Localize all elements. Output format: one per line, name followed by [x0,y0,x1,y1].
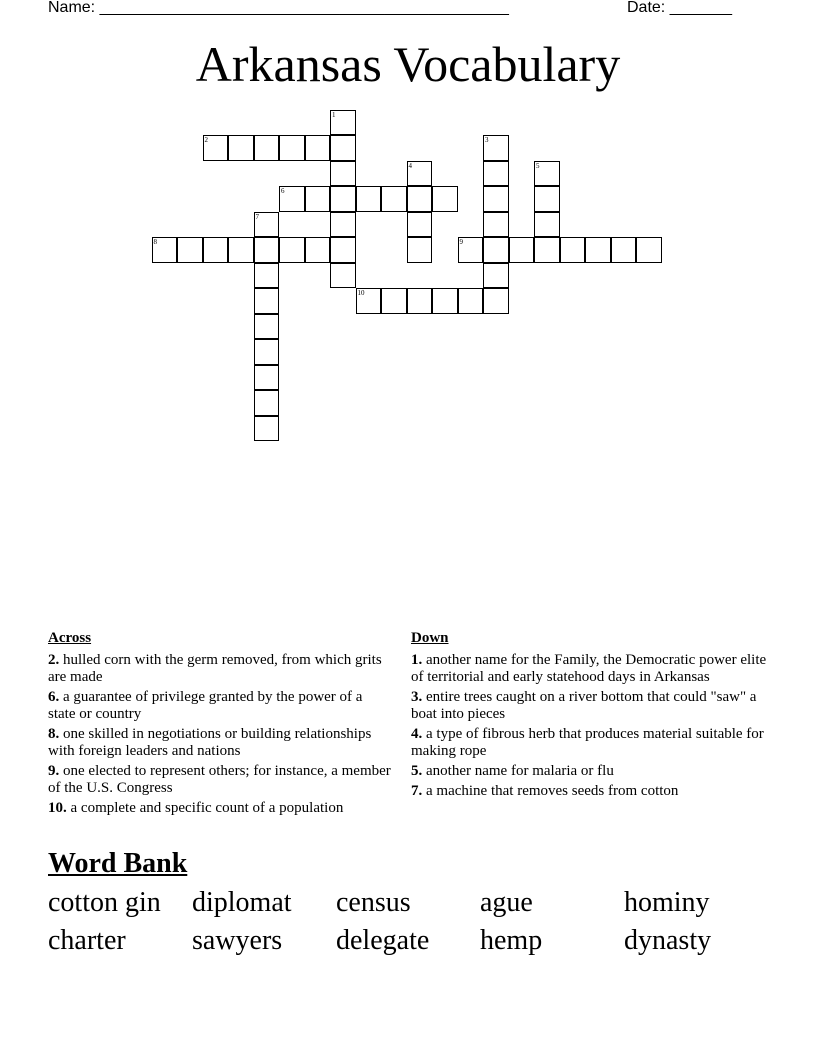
clue-number: 1 [332,110,336,119]
crossword-cell[interactable] [254,237,280,263]
crossword-cell[interactable] [534,237,560,263]
crossword-cell[interactable] [534,186,560,212]
crossword-cell[interactable] [203,135,229,161]
crossword-cell[interactable] [228,135,254,161]
crossword-cell[interactable] [432,288,458,314]
word-bank-item: diplomat [192,887,292,918]
clue-down-3: 3. entire trees caught on a river bottom that could "saw" a boat into pieces [411,689,757,722]
crossword-cell[interactable] [483,212,509,238]
word-bank-item: dynasty [624,925,712,956]
word-bank-item: delegate [336,925,430,956]
across-clues [48,630,393,820]
crossword-cell[interactable] [585,237,611,263]
across-heading: Across [48,630,92,646]
crossword-cell[interactable] [381,186,407,212]
crossword-cell[interactable] [483,237,509,263]
crossword-cell[interactable] [483,186,509,212]
clue-across-8: 8. one skilled in negotiations or building relationships with foreign leaders and nations [48,726,372,759]
crossword-cell[interactable] [483,263,509,289]
crossword-cell[interactable] [254,390,280,416]
crossword-cell[interactable] [152,237,178,263]
crossword-cell[interactable] [254,339,280,365]
clue-number: 2 [204,136,208,144]
crossword-cell[interactable] [305,135,331,161]
crossword-cell[interactable] [407,288,433,314]
crossword-cell[interactable] [534,161,560,187]
crossword-cell[interactable] [254,416,280,442]
clue-across-9: 9. one elected to represent others; for instance, a member of the U.S. Congress [48,763,391,796]
crossword-grid [0,0,816,460]
crossword-cell[interactable] [356,288,382,314]
crossword-cell[interactable] [330,237,356,263]
crossword-cell[interactable] [330,212,356,238]
clue-down-7: 7. a machine that removes seeds from cotton [411,783,679,799]
name-field: Name: ______________________________________________ [48,0,509,16]
crossword-cell[interactable] [560,237,586,263]
clue-number: 4 [408,161,412,170]
word-bank-item: census [336,887,411,918]
crossword-cell[interactable] [279,237,305,263]
crossword-cell[interactable] [432,186,458,212]
crossword-cell[interactable] [254,288,280,314]
crossword-cell[interactable] [330,135,356,161]
crossword-cell[interactable] [279,135,305,161]
clue-number: 10 [357,289,365,297]
crossword-cell[interactable] [254,314,280,340]
down-heading: Down [411,630,449,646]
down-clues [411,630,771,803]
date-field: Date: _______ [627,0,732,16]
crossword-cell[interactable] [636,237,662,263]
crossword-cell[interactable] [483,288,509,314]
clue-down-5: 5. another name for malaria or flu [411,763,614,779]
crossword-cell[interactable] [458,288,484,314]
clue-down-1: 1. another name for the Family, the Democratic power elite of territorial and early statehood days in Arkansas [411,652,767,685]
word-bank-item: ague [480,887,533,918]
crossword-cell[interactable] [254,365,280,391]
crossword-cell[interactable] [611,237,637,263]
crossword-cell[interactable] [483,161,509,187]
crossword-cell[interactable] [407,161,433,187]
page-title: Arkansas Vocabulary [195,36,621,92]
word-bank-item: hominy [624,887,710,918]
clue-across-2: 2. hulled corn with the germ removed, from which grits are made [48,652,382,685]
crossword-cell[interactable] [305,186,331,212]
crossword-cell[interactable] [254,212,280,238]
crossword-cell[interactable] [203,237,229,263]
crossword-cell[interactable] [483,135,509,161]
clue-across-10: 10. a complete and specific count of a population [48,800,344,816]
clue-across-6: 6. a guarantee of privilege granted by the power of a state or country [48,689,363,722]
clue-number: 3 [485,136,489,144]
crossword-cell[interactable] [254,135,280,161]
crossword-cell[interactable] [305,237,331,263]
clue-down-4: 4. a type of fibrous herb that produces material suitable for making rope [411,726,764,759]
crossword-cell[interactable] [509,237,535,263]
clue-number: 8 [153,238,157,246]
clue-number: 9 [459,238,463,246]
word-bank-item: sawyers [192,925,283,956]
crossword-cell[interactable] [407,186,433,212]
clue-number: 7 [255,212,259,221]
crossword-cell[interactable] [534,212,560,238]
word-bank-item: charter [48,925,126,956]
word-bank-title: Word Bank [48,848,188,879]
crossword-cell[interactable] [458,237,484,263]
word-bank-item: hemp [480,925,543,956]
clue-number: 6 [281,187,285,195]
crossword-cell[interactable] [330,110,356,136]
word-bank-item: cotton gin [48,887,161,918]
crossword-cell[interactable] [407,212,433,238]
crossword-cell[interactable] [228,237,254,263]
crossword-cell[interactable] [330,186,356,212]
word-bank [48,884,768,960]
crossword-cell[interactable] [407,237,433,263]
crossword-cell[interactable] [254,263,280,289]
crossword-cell[interactable] [177,237,203,263]
crossword-cell[interactable] [356,186,382,212]
clue-number: 5 [536,161,540,170]
crossword-cell[interactable] [330,161,356,187]
crossword-cell[interactable] [330,263,356,289]
crossword-cell[interactable] [279,186,305,212]
crossword-cell[interactable] [381,288,407,314]
